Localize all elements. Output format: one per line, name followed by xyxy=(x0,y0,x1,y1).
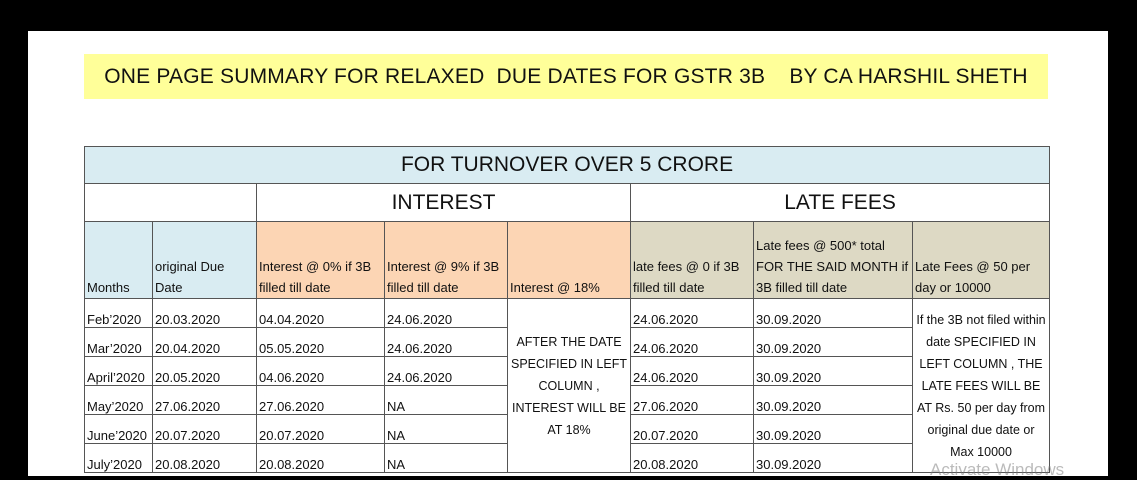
cell-interest-0: 27.06.2020 xyxy=(257,386,385,415)
header-interest-18: Interest @ 18% xyxy=(508,222,631,299)
cell-month: April’2020 xyxy=(85,357,153,386)
header-late-fees-500: Late fees @ 500* total FOR THE SAID MONTH if 3B filled till date xyxy=(754,222,913,299)
cell-late-fees-500: 30.09.2020 xyxy=(754,328,913,357)
cell-due-date: 20.04.2020 xyxy=(153,328,257,357)
cell-interest-9: NA xyxy=(385,444,508,473)
interest-18-note: AFTER THE DATE SPECIFIED IN LEFT COLUMN , INTEREST WILL BE AT 18% xyxy=(508,299,631,473)
cell-month: July’2020 xyxy=(85,444,153,473)
cell-month: Feb’2020 xyxy=(85,299,153,328)
header-months: Months xyxy=(85,222,153,299)
header-late-fees-0: late fees @ 0 if 3B filled till date xyxy=(631,222,754,299)
cell-late-fees-0: 24.06.2020 xyxy=(631,357,754,386)
group-late-fees: LATE FEES xyxy=(631,184,1050,222)
header-late-fees-50: Late Fees @ 50 per day or 10000 xyxy=(913,222,1050,299)
header-interest-0: Interest @ 0% if 3B filled till date xyxy=(257,222,385,299)
cell-due-date: 20.08.2020 xyxy=(153,444,257,473)
cell-month: May’2020 xyxy=(85,386,153,415)
header-interest-9: Interest @ 9% if 3B filled till date xyxy=(385,222,508,299)
cell-due-date: 20.05.2020 xyxy=(153,357,257,386)
cell-month: June’2020 xyxy=(85,415,153,444)
page-banner-title: ONE PAGE SUMMARY FOR RELAXED DUE DATES FOR GSTR 3B BY CA HARSHIL SHETH xyxy=(84,54,1048,99)
due-date-summary-table xyxy=(84,146,1050,473)
cell-interest-9: NA xyxy=(385,386,508,415)
cell-interest-0: 05.05.2020 xyxy=(257,328,385,357)
cell-late-fees-500: 30.09.2020 xyxy=(754,415,913,444)
cell-late-fees-0: 24.06.2020 xyxy=(631,299,754,328)
cell-late-fees-0: 24.06.2020 xyxy=(631,328,754,357)
header-original-due-date: original Due Date xyxy=(153,222,257,299)
group-blank xyxy=(85,184,257,222)
cell-interest-9: 24.06.2020 xyxy=(385,357,508,386)
cell-late-fees-0: 20.08.2020 xyxy=(631,444,754,473)
late-fees-50-note: If the 3B not filed within date SPECIFIED IN LEFT COLUMN , THE LATE FEES WILL BE AT Rs. 50 per day from original due date or Max 10000 xyxy=(913,299,1050,473)
cell-due-date: 20.03.2020 xyxy=(153,299,257,328)
cell-interest-0: 04.04.2020 xyxy=(257,299,385,328)
cell-late-fees-0: 20.07.2020 xyxy=(631,415,754,444)
cell-interest-0: 04.06.2020 xyxy=(257,357,385,386)
cell-due-date: 27.06.2020 xyxy=(153,386,257,415)
table-row xyxy=(85,299,1050,328)
cell-due-date: 20.07.2020 xyxy=(153,415,257,444)
cell-interest-0: 20.07.2020 xyxy=(257,415,385,444)
cell-late-fees-500: 30.09.2020 xyxy=(754,357,913,386)
cell-late-fees-500: 30.09.2020 xyxy=(754,386,913,415)
cell-late-fees-500: 30.09.2020 xyxy=(754,299,913,328)
cell-interest-0: 20.08.2020 xyxy=(257,444,385,473)
group-interest: INTEREST xyxy=(257,184,631,222)
cell-month: Mar’2020 xyxy=(85,328,153,357)
cell-late-fees-500: 30.09.2020 xyxy=(754,444,913,473)
activate-windows-watermark: Activate Windows xyxy=(930,460,1065,479)
cell-interest-9: 24.06.2020 xyxy=(385,328,508,357)
turnover-title: FOR TURNOVER OVER 5 CRORE xyxy=(85,147,1050,184)
cell-late-fees-0: 27.06.2020 xyxy=(631,386,754,415)
cell-interest-9: NA xyxy=(385,415,508,444)
cell-interest-9: 24.06.2020 xyxy=(385,299,508,328)
